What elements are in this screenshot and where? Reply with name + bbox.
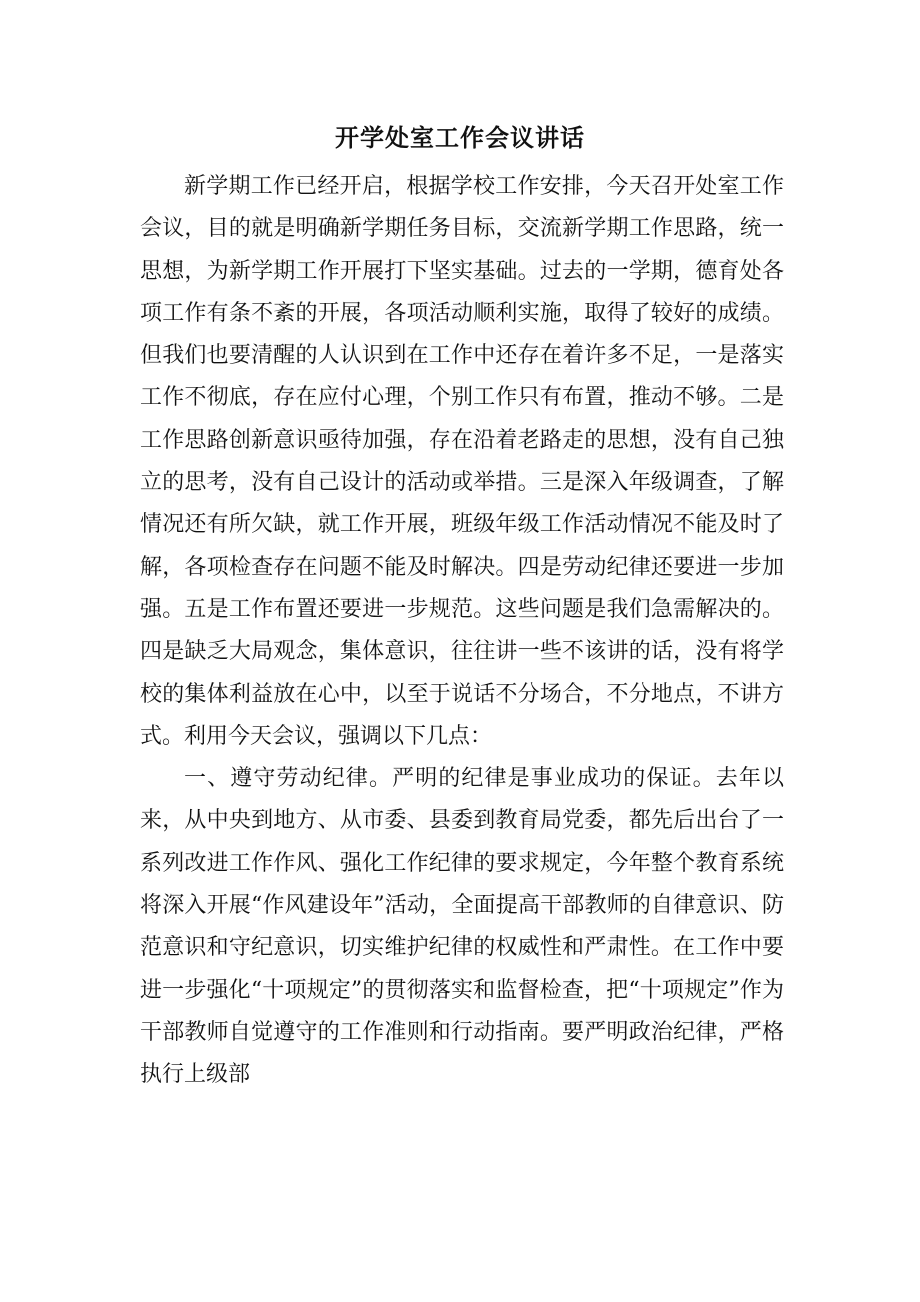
- paragraph: 一、遵守劳动纪律。严明的纪律是事业成功的保证。去年以来，从中央到地方、从市委、县委到教育局党委，都先后出台了一系列改进工作作风、强化工作纪律的要求规定，今年整个教育系统将深入开展“作风建设年”活动，全面提高干部教师的自律意识、防范意识和守纪意识，切实维护纪律的权威性和严肃性。在工作中要进一步强化“十项规定”的贯彻落实和监督检查，把“十项规定”作为干部教师自觉遵守的工作准则和行动指南。要严明政治纪律，严格执行上级部: [140, 766, 784, 1088]
- paragraph: 新学期工作已经开启，根据学校工作安排，今天召开处室工作会议，目的就是明确新学期任务目标，交流新学期工作思路，统一思想，为新学期工作开展打下坚实基础。过去的一学期，德育处各项工作有条不紊的开展，各项活动顺利实施，取得了较好的成绩。但我们也要清醒的人认识到在工作中还存在着许多不足，一是落实工作不彻底，存在应付心理，个别工作只有布置，推动不够。二是工作思路创新意识亟待加强，存在沿着老路走的思想，没有自己独立的思考，没有自己设计的活动或举措。三是深入年级调查，了解情况还有所欠缺，就工作开展，班级年级工作活动情况不能及时了解，各项检查存在问题不能及时解决。四是劳动纪律还要进一步加强。五是工作布置还要进一步规范。这些问题是我们急需解决的。四是缺乏大局观念，集体意识，往往讲一些不该讲的话，没有将学校的集体利益放在心中，以至于说话不分场合，不分地点，不讲方式。利用今天会议，强调以下几点：: [140, 174, 784, 749]
- document-body: [140, 166, 784, 1097]
- document-title: 开学处室工作会议讲话: [335, 123, 585, 152]
